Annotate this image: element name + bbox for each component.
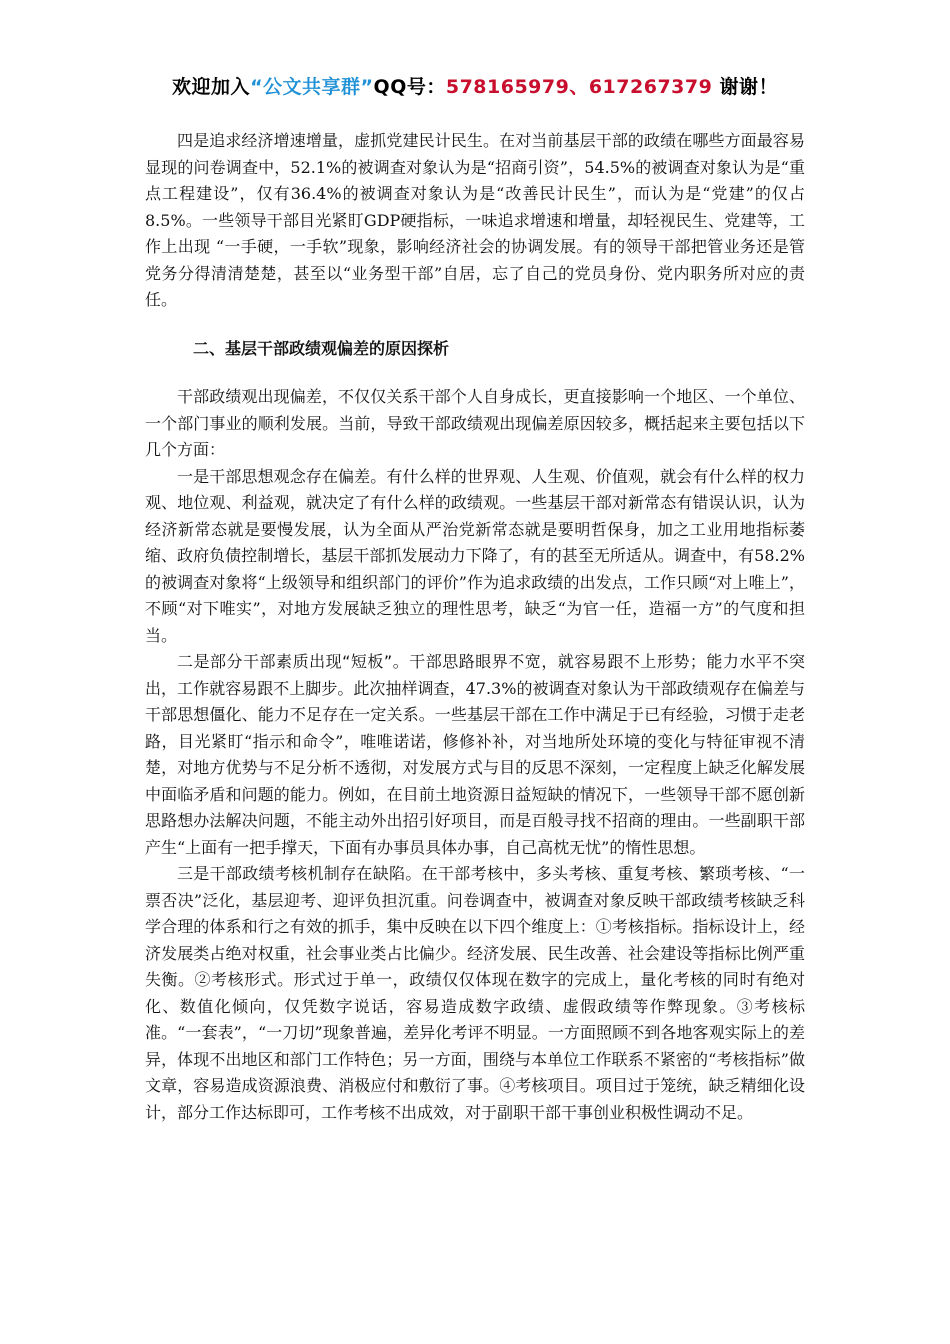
paragraph-text: 有什么样的世界观、人生观、价值观，就会有什么样的权力观、地位观、利益观，就决定了有什么样的政绩观。一些基层干部对新常态有错误认识，认为经济新常态就是要慢发展，认为全面从严治党新常态就是要明哲保身，加之工业用地指标萎缩、政府负债控制增长，基层干部抓发展动力下降了，有的甚至无所适从。调查中，有58.2%的被调查对象将“上级领导和组织部门的评价”作为追求政绩的出发点，工作只顾“对上唯上”，不顾“对下唯实”，对地方发展缺乏独立的理性思考，缺乏“为官一任，造福一方”的气度和担当。	[145, 466, 805, 645]
paragraph-four	[145, 128, 805, 314]
paragraph-text: 在干部考核中，多头考核、重复考核、繁琐考核、“一票否决”泛化，基层迎考、迎评负担沉重。问卷调查中，被调查对象反映干部政绩考核缺乏科学合理的体系和行之有效的抓手，集中反映在以下四个维度上：①考核指标。指标设计上，经济发展类占绝对权重，社会事业类占比偏少。经济发展、民生改善、社会建设等指标比例严重失衡。②考核形式。形式过于单一，政绩仅仅体现在数字的完成上，量化考核的同时有绝对化、数值化倾向，仅凭数字说话，容易造成数字政绩、虚假政绩等作弊现象。③考核标准。“一套表”，“一刀切”现象普遍，差异化考评不明显。一方面照顾不到各地客观实际上的差异，体现不出地区和部门工作特色；另一方面，围绕与本单位工作联系不紧密的“考核指标”做文章，容易造成资源浪费、消极应付和敷衍了事。④考核项目。项目过于笼统，缺乏精细化设计，部分工作达标即可，工作考核不出成效，对于副职干部干事创业积极性调动不足。	[145, 864, 805, 1122]
section-heading: 二、基层干部政绩观偏差的原因探析	[193, 338, 450, 358]
paragraph-lead: 二是部分干部素质出现“短板”。	[177, 652, 410, 671]
header-qq-label: QQ号：	[373, 76, 446, 98]
paragraph-text: 干部政绩观出现偏差，不仅仅关系干部个人自身成长，更直接影响一个地区、一个单位、一个部门事业的顺利发展。当前，导致干部政绩观出现偏差原因较多，概括起来主要包括以下几个方面：	[145, 387, 805, 459]
paragraph-lead: 三是干部政绩考核机制存在缺陷。	[177, 864, 422, 883]
paragraph-lead: 四是追求经济增速增量，虚抓党建民计民生。	[177, 131, 500, 150]
paragraph-text: 干部思路眼界不宽，就容易跟不上形势；能力水平不突出，工作就容易跟不上脚步。此次抽样调查，47.3%的被调查对象认为干部政绩观存在偏差与干部思想僵化、能力不足存在一定关系。一些基层干部在工作中满足于已有经验，习惯于走老路，目光紧盯“指示和命令”，唯唯诺诺，修修补补，对当地所处环境的变化与特征审视不清楚，对地方优势与不足分析不透彻，对发展方式与目的反思不深刻，一定程度上缺乏化解发展中面临矛盾和问题的能力。例如，在目前土地资源日益短缺的情况下，一些领导干部不愿创新思路想办法解决问题，不能主动外出招引好项目，而是百般寻找不招商的理由。一些副职干部产生“上面有一把手撑天，下面有办事员具体办事，自己高枕无忧”的惰性思想。	[145, 652, 805, 857]
header-banner	[0, 72, 950, 99]
document-body	[145, 128, 805, 1126]
paragraph-lead: 一是干部思想观念存在偏差。	[177, 466, 387, 486]
header-prefix: 欢迎加入	[172, 76, 251, 98]
header-qq-numbers: 578165979、617267379	[445, 76, 713, 98]
header-suffix: 谢谢！	[712, 76, 778, 98]
paragraph-text: 在对当前基层干部的政绩在哪些方面最容易显现的问卷调查中，52.1%的被调查对象认为是“招商引资”，54.5%的被调查对象认为是“重点工程建设”，仅有36.4%的被调查对象认为是“改善民计民生”，而认为是“党建”的仅占8.5%。一些领导干部目光紧盯GDP硬指标，一味追求增速和增量，却轻视民生、党建等，工作上出现 “一手硬，一手软”现象，影响经济社会的协调发展。有的领导干部把管业务还是管党务分得清清楚楚，甚至以“业务型干部”自居，忘了自己的党员身份、党内职务所对应的责任。	[145, 131, 805, 309]
header-group-name: “公文共享群”	[250, 76, 374, 98]
paragraph-reason-three	[145, 861, 805, 1126]
paragraph-reason-one	[145, 464, 805, 650]
paragraph-reason-two	[145, 649, 805, 861]
paragraph-intro	[145, 384, 805, 464]
